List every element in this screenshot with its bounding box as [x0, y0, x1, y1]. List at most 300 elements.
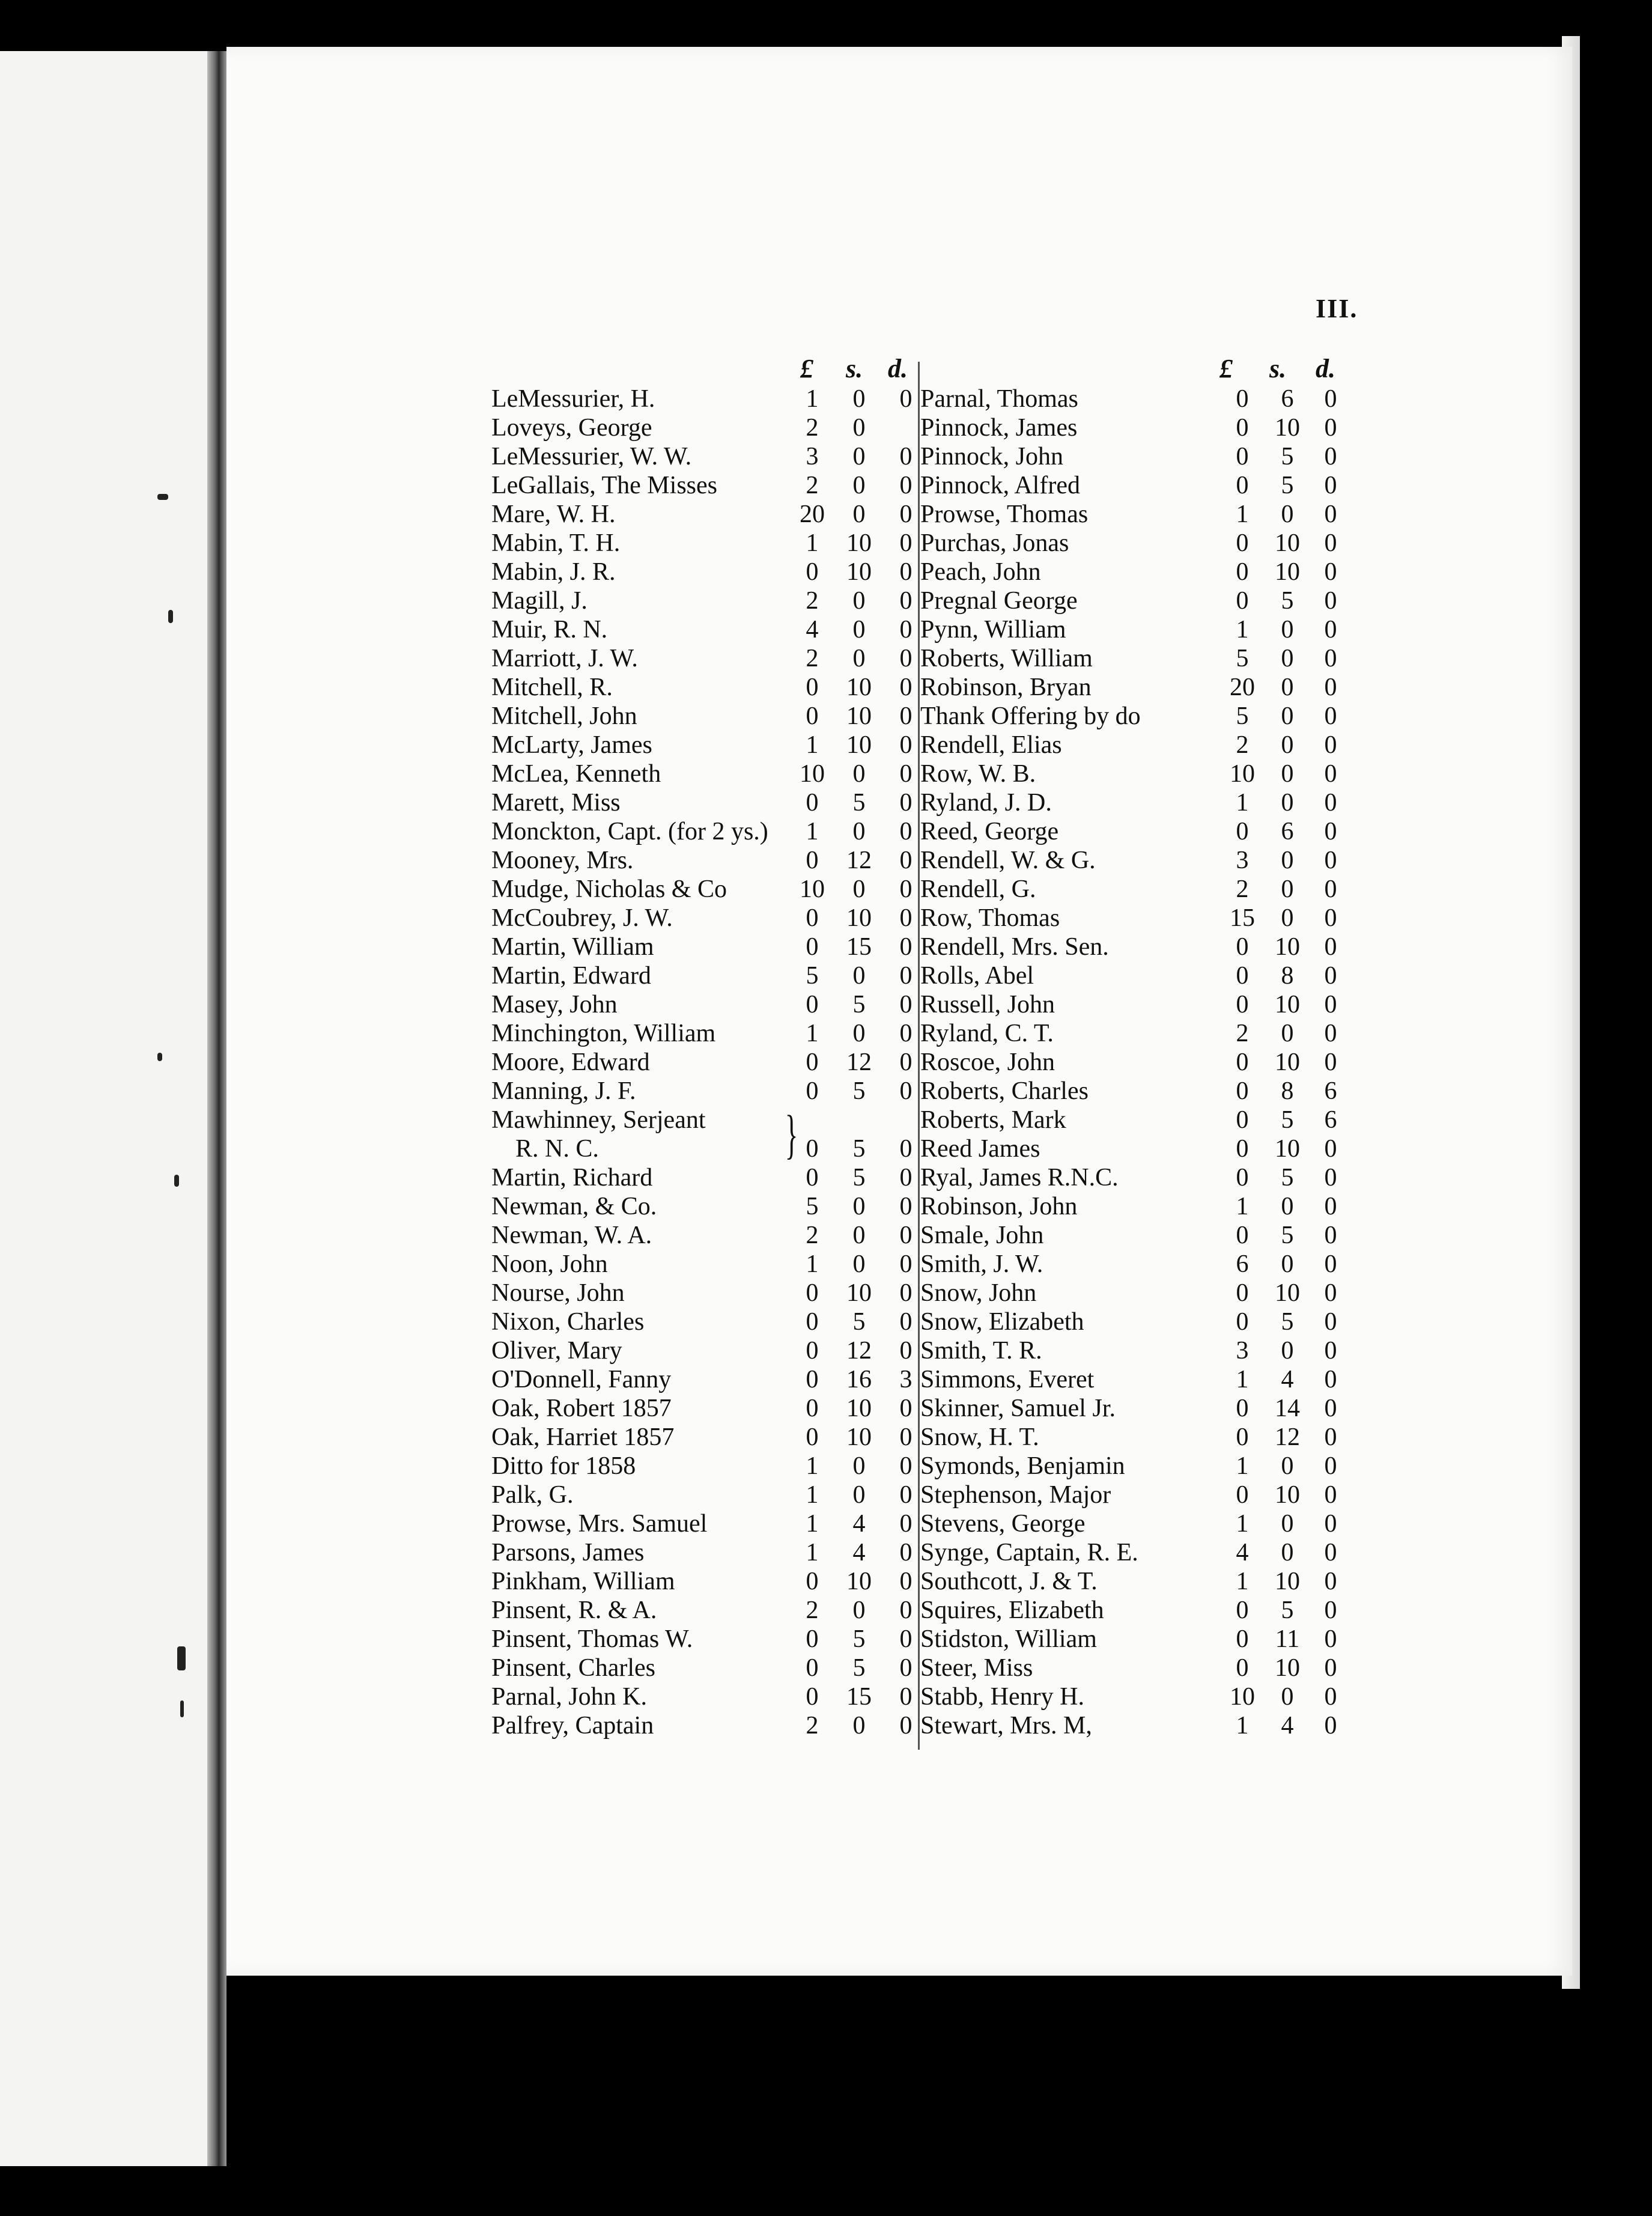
right-name: Peach, John: [920, 558, 1041, 586]
right-pounds: 0: [1236, 443, 1249, 470]
right-pence: 0: [1324, 1279, 1337, 1307]
left-shillings: 12: [846, 1049, 872, 1076]
left-pence: 0: [899, 991, 913, 1018]
left-name: Mudge, Nicholas & Co: [491, 875, 727, 903]
left-shillings: 0: [852, 1597, 866, 1624]
left-shillings: 0: [852, 472, 866, 499]
table-row: [0, 1625, 1652, 1654]
table-row: [0, 1077, 1652, 1106]
left-pence: 0: [899, 558, 913, 586]
right-shillings: 10: [1275, 1279, 1300, 1307]
left-pence: 0: [899, 1423, 913, 1451]
table-row: [0, 1019, 1652, 1048]
table-row: [0, 788, 1652, 817]
right-pounds: 0: [1236, 385, 1249, 413]
right-pence: 0: [1324, 472, 1337, 499]
left-pounds: 1: [806, 1481, 819, 1509]
left-pence: 0: [899, 818, 913, 845]
left-pounds-heading: £: [800, 354, 813, 383]
right-shillings: 8: [1281, 1077, 1294, 1105]
table-row: [0, 1134, 1652, 1163]
right-pounds: 5: [1236, 645, 1249, 672]
left-pounds: 0: [806, 1423, 819, 1451]
right-shillings-heading: s.: [1269, 354, 1287, 383]
left-pounds: 0: [806, 1135, 819, 1163]
left-name: Oak, Harriet 1857: [491, 1423, 675, 1451]
left-pounds: 0: [806, 1308, 819, 1336]
right-shillings: 0: [1281, 731, 1294, 759]
left-shillings: 5: [852, 1654, 866, 1682]
right-pounds: 2: [1236, 875, 1249, 903]
left-name: R. N. C.: [515, 1135, 599, 1163]
left-shillings: 10: [846, 558, 872, 586]
right-shillings: 12: [1275, 1423, 1300, 1451]
left-name: Parnal, John K.: [491, 1683, 647, 1711]
right-pence: 0: [1324, 1049, 1337, 1076]
left-pounds: 0: [806, 1077, 819, 1105]
left-pence: 0: [899, 1481, 913, 1509]
right-pence: 0: [1324, 702, 1337, 730]
left-pounds: 20: [800, 501, 825, 528]
left-pence: 0: [899, 933, 913, 961]
left-pence: 0: [899, 587, 913, 615]
left-name: Marriott, J. W.: [491, 645, 638, 672]
right-pounds: 0: [1236, 1106, 1249, 1134]
right-pounds: 0: [1236, 587, 1249, 615]
right-pounds: 1: [1236, 501, 1249, 528]
table-row: [0, 1307, 1652, 1336]
left-pence: 0: [899, 443, 913, 470]
left-pounds: 2: [806, 587, 819, 615]
right-pounds: 0: [1236, 472, 1249, 499]
left-shillings: 10: [846, 1395, 872, 1422]
left-pounds: 3: [806, 443, 819, 470]
left-pounds: 2: [806, 1222, 819, 1249]
left-name: Mooney, Mrs.: [491, 847, 634, 874]
right-name: Thank Offering by do: [920, 702, 1141, 730]
left-pounds: 0: [806, 1366, 819, 1393]
right-pounds: 0: [1236, 818, 1249, 845]
right-name: Roscoe, John: [920, 1049, 1055, 1076]
table-row: [0, 1279, 1652, 1307]
left-pounds: 0: [806, 933, 819, 961]
right-shillings: 0: [1281, 847, 1294, 874]
left-pounds: 0: [806, 847, 819, 874]
right-shillings: 10: [1275, 558, 1300, 586]
right-name: Pinnock, Alfred: [920, 472, 1080, 499]
left-name: Marett, Miss: [491, 789, 621, 817]
right-shillings: 0: [1281, 904, 1294, 932]
table-row: [0, 961, 1652, 990]
right-shillings: 5: [1281, 1164, 1294, 1192]
right-pounds: 0: [1236, 1654, 1249, 1682]
right-pounds: 6: [1236, 1250, 1249, 1278]
right-shillings: 10: [1275, 991, 1300, 1018]
right-name: Skinner, Samuel Jr.: [920, 1395, 1116, 1422]
right-pence: 0: [1324, 558, 1337, 586]
left-pence: 0: [899, 962, 913, 990]
left-shillings: 0: [852, 1020, 866, 1047]
right-pounds: 0: [1236, 1395, 1249, 1422]
left-name: LeGallais, The Misses: [491, 472, 717, 499]
left-shillings: 0: [852, 501, 866, 528]
right-shillings: 10: [1275, 1568, 1300, 1595]
left-shillings-heading: s.: [846, 354, 863, 383]
left-name: Pinsent, R. & A.: [491, 1597, 657, 1624]
right-name: Ryland, C. T.: [920, 1020, 1054, 1047]
left-pounds: 1: [806, 731, 819, 759]
right-pounds: 0: [1236, 1597, 1249, 1624]
table-row: [0, 442, 1652, 471]
right-name: Row, Thomas: [920, 904, 1060, 932]
left-shillings: 10: [846, 702, 872, 730]
right-shillings: 10: [1275, 529, 1300, 557]
right-name: Rendell, Elias: [920, 731, 1062, 759]
left-pence: 0: [899, 1308, 913, 1336]
left-pounds: 0: [806, 904, 819, 932]
left-name: Mabin, J. R.: [491, 558, 616, 586]
left-pounds: 1: [806, 385, 819, 413]
left-pounds: 0: [806, 1337, 819, 1365]
right-shillings: 0: [1281, 1020, 1294, 1047]
right-pounds: 0: [1236, 1308, 1249, 1336]
right-shillings: 5: [1281, 472, 1294, 499]
right-name: Rendell, G.: [920, 875, 1036, 903]
right-pounds: 1: [1236, 1193, 1249, 1220]
left-pounds: 0: [806, 1049, 819, 1076]
left-shillings: 10: [846, 1423, 872, 1451]
left-pounds: 2: [806, 1712, 819, 1740]
right-name: Smale, John: [920, 1222, 1044, 1249]
right-pence: 0: [1324, 587, 1337, 615]
left-name: Mare, W. H.: [491, 501, 616, 528]
right-name: Snow, John: [920, 1279, 1037, 1307]
left-shillings: 5: [852, 991, 866, 1018]
right-pence: 0: [1324, 904, 1337, 932]
right-pence: 0: [1324, 1395, 1337, 1422]
left-pounds: 0: [806, 558, 819, 586]
table-row: [0, 846, 1652, 875]
right-pence: 0: [1324, 991, 1337, 1018]
left-name: Parsons, James: [491, 1539, 645, 1566]
right-shillings: 0: [1281, 1510, 1294, 1538]
table-row: [0, 1221, 1652, 1250]
left-shillings: 5: [852, 789, 866, 817]
right-pence: 0: [1324, 1539, 1337, 1566]
right-pence: 0: [1324, 1020, 1337, 1047]
right-pence: 6: [1324, 1077, 1337, 1105]
right-shillings: 0: [1281, 1337, 1294, 1365]
right-pence: 0: [1324, 1222, 1337, 1249]
left-shillings: 12: [846, 847, 872, 874]
left-shillings: 0: [852, 875, 866, 903]
left-pounds: 0: [806, 1279, 819, 1307]
brace: }: [785, 1105, 798, 1164]
left-name: Pinkham, William: [491, 1568, 675, 1595]
right-pence: 0: [1324, 616, 1337, 644]
right-name: Rendell, Mrs. Sen.: [920, 933, 1109, 961]
table-row: [0, 673, 1652, 702]
table-row: [0, 1106, 1652, 1134]
left-pence: 0: [899, 1510, 913, 1538]
right-pounds: 15: [1230, 904, 1255, 932]
right-shillings: 6: [1281, 385, 1294, 413]
right-pounds: 0: [1236, 1135, 1249, 1163]
right-pence: 6: [1324, 1106, 1337, 1134]
right-shillings: 8: [1281, 962, 1294, 990]
right-shillings: 0: [1281, 702, 1294, 730]
right-pounds: 3: [1236, 847, 1249, 874]
left-name: Mawhinney, Serjeant: [491, 1106, 706, 1134]
left-pounds: 1: [806, 1020, 819, 1047]
right-pence: 0: [1324, 1193, 1337, 1220]
right-pence: 0: [1324, 1654, 1337, 1682]
left-name: Pinsent, Thomas W.: [491, 1625, 693, 1653]
right-shillings: 10: [1275, 1654, 1300, 1682]
right-pence: 0: [1324, 1712, 1337, 1740]
left-name: Monckton, Capt. (for 2 ys.): [491, 818, 768, 845]
left-pence: 0: [899, 1568, 913, 1595]
left-pence: 0: [899, 529, 913, 557]
right-pounds: 0: [1236, 1222, 1249, 1249]
left-name: Loveys, George: [491, 414, 652, 442]
left-pence: 0: [899, 1712, 913, 1740]
right-pence: 0: [1324, 1250, 1337, 1278]
left-pence: 0: [899, 731, 913, 759]
right-pence: 0: [1324, 1135, 1337, 1163]
left-pence: 0: [899, 472, 913, 499]
right-pence: 0: [1324, 760, 1337, 788]
left-name: McLarty, James: [491, 731, 652, 759]
right-name: Robinson, John: [920, 1193, 1078, 1220]
left-pence: 0: [899, 1222, 913, 1249]
right-shillings: 11: [1275, 1625, 1300, 1653]
left-shillings: 0: [852, 587, 866, 615]
right-pence: 0: [1324, 962, 1337, 990]
right-shillings: 5: [1281, 587, 1294, 615]
left-pounds: 5: [806, 1193, 819, 1220]
left-shillings: 0: [852, 1481, 866, 1509]
table-row: [0, 1596, 1652, 1625]
right-pence: 0: [1324, 645, 1337, 672]
right-pence: 0: [1324, 1337, 1337, 1365]
left-name: Masey, John: [491, 991, 618, 1018]
table-row: [0, 1538, 1652, 1567]
left-shillings: 10: [846, 529, 872, 557]
right-shillings: 0: [1281, 1193, 1294, 1220]
right-name: Simmons, Everet: [920, 1366, 1095, 1393]
right-pence: 0: [1324, 731, 1337, 759]
table-row: [0, 385, 1652, 413]
right-pence: 0: [1324, 1308, 1337, 1336]
left-pounds: 0: [806, 674, 819, 701]
right-pence: 0: [1324, 789, 1337, 817]
page-number: III.: [1316, 294, 1358, 323]
left-pounds: 1: [806, 529, 819, 557]
left-pence: 0: [899, 789, 913, 817]
table-row: [0, 615, 1652, 644]
right-pounds: 1: [1236, 1366, 1249, 1393]
left-name: Mitchell, R.: [491, 674, 613, 701]
left-name: Magill, J.: [491, 587, 588, 615]
left-name: LeMessurier, H.: [491, 385, 655, 413]
right-name: Symonds, Benjamin: [920, 1452, 1125, 1480]
left-pounds: 10: [800, 875, 825, 903]
table-row: [0, 529, 1652, 558]
table-row: [0, 586, 1652, 615]
right-pence: 0: [1324, 1481, 1337, 1509]
left-name: Minchington, William: [491, 1020, 716, 1047]
right-pounds: 10: [1230, 1683, 1255, 1711]
left-pence: 0: [899, 1279, 913, 1307]
right-name: Ryland, J. D.: [920, 789, 1052, 817]
table-row: [0, 1481, 1652, 1509]
left-name: Palfrey, Captain: [491, 1712, 654, 1740]
right-shillings: 5: [1281, 1106, 1294, 1134]
left-name: Prowse, Mrs. Samuel: [491, 1510, 708, 1538]
right-name: Rolls, Abel: [920, 962, 1034, 990]
left-pounds: 0: [806, 1683, 819, 1711]
left-pence: 0: [899, 1049, 913, 1076]
right-pounds: 5: [1236, 702, 1249, 730]
left-shillings: 0: [852, 818, 866, 845]
left-pounds: 0: [806, 1625, 819, 1653]
table-row: [0, 1682, 1652, 1711]
left-pounds: 0: [806, 789, 819, 817]
right-pence-heading: d.: [1316, 354, 1335, 383]
left-shillings: 10: [846, 731, 872, 759]
left-name: Palk, G.: [491, 1481, 574, 1509]
right-pounds: 0: [1236, 414, 1249, 442]
left-pence: 0: [899, 501, 913, 528]
left-pence: 3: [899, 1366, 913, 1393]
right-name: Pinnock, John: [920, 443, 1064, 470]
right-pence: 0: [1324, 1568, 1337, 1595]
right-pence: 0: [1324, 1164, 1337, 1192]
table-row: [0, 731, 1652, 759]
right-name: Purchas, Jonas: [920, 529, 1069, 557]
left-pence: 0: [899, 847, 913, 874]
right-name: Ryal, James R.N.C.: [920, 1164, 1119, 1192]
right-pounds: 1: [1236, 1452, 1249, 1480]
right-shillings: 0: [1281, 875, 1294, 903]
left-shillings: 0: [852, 1222, 866, 1249]
right-pounds: 0: [1236, 1077, 1249, 1105]
right-shillings: 0: [1281, 616, 1294, 644]
right-shillings: 0: [1281, 501, 1294, 528]
left-shillings: 0: [852, 645, 866, 672]
table-row: [0, 1654, 1652, 1682]
left-pence: 0: [899, 760, 913, 788]
right-pence: 0: [1324, 674, 1337, 701]
left-name: Nourse, John: [491, 1279, 625, 1307]
right-pounds: 0: [1236, 991, 1249, 1018]
left-pence: 0: [899, 1250, 913, 1278]
right-shillings: 10: [1275, 933, 1300, 961]
right-pounds: 3: [1236, 1337, 1249, 1365]
left-pence: 0: [899, 1683, 913, 1711]
right-pounds: 1: [1236, 789, 1249, 817]
left-pounds: 1: [806, 818, 819, 845]
right-pence: 0: [1324, 1366, 1337, 1393]
left-pounds: 1: [806, 1452, 819, 1480]
table-row: [0, 1423, 1652, 1452]
left-pence: 0: [899, 1135, 913, 1163]
right-name: Prowse, Thomas: [920, 501, 1089, 528]
right-pence: 0: [1324, 1423, 1337, 1451]
right-name: Snow, Elizabeth: [920, 1308, 1084, 1336]
right-pounds: 0: [1236, 1164, 1249, 1192]
table-row: [0, 1250, 1652, 1279]
right-shillings: 0: [1281, 760, 1294, 788]
table-row: [0, 471, 1652, 500]
table-row: [0, 1394, 1652, 1423]
left-shillings: 4: [852, 1539, 866, 1566]
left-shillings: 0: [852, 616, 866, 644]
left-pence: 0: [899, 1452, 913, 1480]
left-shillings: 0: [852, 1452, 866, 1480]
left-shillings: 0: [852, 414, 866, 442]
right-shillings: 5: [1281, 1597, 1294, 1624]
right-name: Snow, H. T.: [920, 1423, 1039, 1451]
left-name: Moore, Edward: [491, 1049, 650, 1076]
right-shillings: 14: [1275, 1395, 1300, 1422]
left-pounds: 5: [806, 962, 819, 990]
left-pounds: 0: [806, 991, 819, 1018]
left-pence: 0: [899, 385, 913, 413]
right-shillings: 5: [1281, 443, 1294, 470]
right-pounds: 0: [1236, 529, 1249, 557]
left-name: Oak, Robert 1857: [491, 1395, 672, 1422]
left-pounds: 2: [806, 645, 819, 672]
left-pence: 0: [899, 1337, 913, 1365]
right-pence: 0: [1324, 414, 1337, 442]
left-name: Nixon, Charles: [491, 1308, 645, 1336]
right-name: Squires, Elizabeth: [920, 1597, 1104, 1624]
left-name: Manning, J. F.: [491, 1077, 636, 1105]
right-pounds: 1: [1236, 616, 1249, 644]
right-pence: 0: [1324, 1683, 1337, 1711]
left-shillings: 5: [852, 1625, 866, 1653]
right-name: Stevens, George: [920, 1510, 1086, 1538]
left-name: Newman, & Co.: [491, 1193, 657, 1220]
right-pounds: 2: [1236, 1020, 1249, 1047]
right-name: Parnal, Thomas: [920, 385, 1078, 413]
left-name: Newman, W. A.: [491, 1222, 652, 1249]
right-pence: 0: [1324, 501, 1337, 528]
left-shillings: 16: [846, 1366, 872, 1393]
left-pence: 0: [899, 1597, 913, 1624]
left-pence: 0: [899, 1164, 913, 1192]
right-name: Roberts, Charles: [920, 1077, 1089, 1105]
left-name: Martin, Edward: [491, 962, 651, 990]
right-shillings: 4: [1281, 1366, 1294, 1393]
right-shillings: 0: [1281, 1250, 1294, 1278]
right-pounds: 1: [1236, 1510, 1249, 1538]
right-pence: 0: [1324, 1625, 1337, 1653]
left-pence-heading: d.: [888, 354, 908, 383]
left-shillings: 0: [852, 1712, 866, 1740]
right-name: Roberts, Mark: [920, 1106, 1066, 1134]
left-shillings: 10: [846, 904, 872, 932]
right-pence: 0: [1324, 1452, 1337, 1480]
right-name: Pregnal George: [920, 587, 1078, 615]
left-shillings: 5: [852, 1308, 866, 1336]
right-pence: 0: [1324, 1510, 1337, 1538]
left-pounds: 2: [806, 472, 819, 499]
right-pounds: 4: [1236, 1539, 1249, 1566]
table-row: [0, 1336, 1652, 1365]
